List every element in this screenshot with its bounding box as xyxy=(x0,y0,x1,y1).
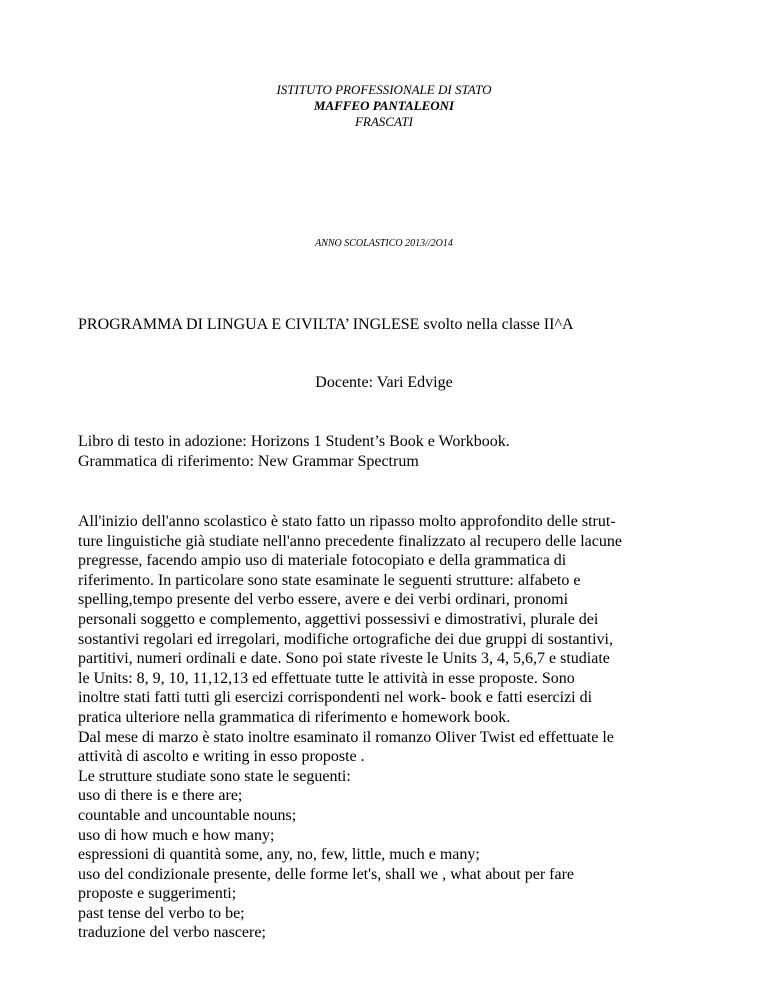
program-body xyxy=(78,512,622,943)
list-item: uso di how much e how many; xyxy=(78,826,275,844)
body-line: All'inizio dell'anno scolastico è stato fatto un ripasso molto approfondito delle strut- xyxy=(78,513,616,530)
body-line: attività di ascolto e writing in esso proposte . xyxy=(78,748,365,766)
program-title: PROGRAMMA DI LINGUA E CIVILTA’ INGLESE svolto nella classe II^A xyxy=(78,316,574,333)
books-section xyxy=(78,432,510,472)
school-year: ANNO SCOLASTICO 2013//2O14 xyxy=(315,238,453,249)
school-name: MAFFEO PANTALEONI xyxy=(313,98,455,113)
list-item: traduzione del verbo nascere; xyxy=(78,924,266,942)
body-line: Le strutture studiate sono state le seguenti: xyxy=(78,767,351,785)
body-line: riferimento. In particolare sono state esaminate le seguenti strutture: alfabeto e xyxy=(78,571,581,589)
list-item: proposte e suggerimenti; xyxy=(78,885,237,903)
body-line: ture linguistiche già studiate nell'anno precedente finalizzato al recupero delle lacune xyxy=(78,532,622,550)
list-item: past tense del verbo to be; xyxy=(78,904,245,922)
body-line: pregresse, facendo ampio uso di materiale fotocopiato e della grammatica di xyxy=(78,552,567,570)
body-line: Dal mese di marzo è stato inoltre esaminato il romanzo Oliver Twist ed effettuate le xyxy=(78,728,614,746)
list-item: uso del condizionale presente, delle forme let's, shall we , what about per fare xyxy=(78,865,575,883)
school-type: ISTITUTO PROFESSIONALE DI STATO xyxy=(276,82,492,97)
body-line: personali soggetto e complemento, aggettivi possessivi e dimostrativi, plurale dei xyxy=(78,610,599,628)
list-item: espressioni di quantità some, any, no, few, little, much e many; xyxy=(78,846,480,864)
teacher-name: Docente: Vari Edvige xyxy=(315,374,453,391)
body-line: partitivi, numeri ordinali e date. Sono poi state riveste le Units 3, 4, 5,6,7 e studiate xyxy=(78,650,610,668)
list-item: countable and uncountable nouns; xyxy=(78,806,297,824)
textbook-line: Libro di testo in adozione: Horizons 1 Student’s Book e Workbook. xyxy=(78,433,510,450)
body-line: sostantivi regolari ed irregolari, modifiche ortografiche dei due gruppi di sostantivi, xyxy=(78,630,613,648)
body-line: spelling,tempo presente del verbo essere, avere e dei verbi ordinari, pronomi xyxy=(78,591,569,609)
school-city: FRASCATI xyxy=(354,114,413,129)
grammar-reference-line: Grammatica di riferimento: New Grammar Spectrum xyxy=(78,453,419,470)
school-header xyxy=(0,82,768,130)
list-item: uso di there is e there are; xyxy=(78,787,243,805)
body-line: inoltre stati fatti tutti gli esercizi corrispondenti nel work- book e fatti esercizi di xyxy=(78,689,593,707)
body-line: pratica ulteriore nella grammatica di riferimento e homework book. xyxy=(78,708,511,726)
body-line: le Units: 8, 9, 10, 11,12,13 ed effettuate tutte le attività in esse proposte. Sono xyxy=(78,669,575,687)
